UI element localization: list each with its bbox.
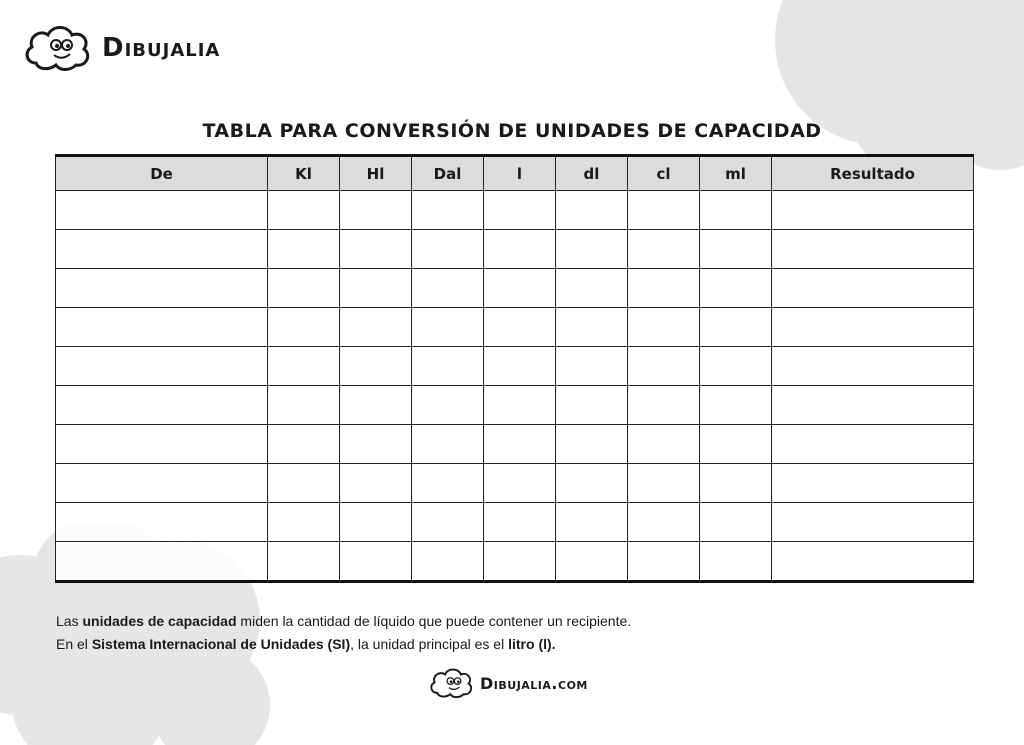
table-cell[interactable] <box>772 425 974 464</box>
column-header-l: l <box>484 156 556 191</box>
table-cell[interactable] <box>340 347 412 386</box>
table-cell[interactable] <box>484 308 556 347</box>
column-header-dl: dl <box>556 156 628 191</box>
table-row <box>56 386 974 425</box>
table-cell[interactable] <box>556 269 628 308</box>
table-cell[interactable] <box>412 347 484 386</box>
note-text: Las <box>56 613 83 629</box>
table-cell[interactable] <box>268 542 340 582</box>
table-cell[interactable] <box>340 230 412 269</box>
column-header-kl: Kl <box>268 156 340 191</box>
table-cell[interactable] <box>556 542 628 582</box>
column-header-ml: ml <box>700 156 772 191</box>
table-cell[interactable] <box>628 464 700 503</box>
table-cell[interactable] <box>268 191 340 230</box>
table-cell[interactable] <box>268 503 340 542</box>
table-cell[interactable] <box>412 503 484 542</box>
table-cell[interactable] <box>700 503 772 542</box>
table-cell[interactable] <box>628 308 700 347</box>
table-cell[interactable] <box>412 191 484 230</box>
table-cell[interactable] <box>700 269 772 308</box>
table-row <box>56 308 974 347</box>
table-cell[interactable] <box>56 464 268 503</box>
table-cell[interactable] <box>484 386 556 425</box>
table-row <box>56 269 974 308</box>
table-cell[interactable] <box>56 542 268 582</box>
page-title: TABLA PARA CONVERSIÓN DE UNIDADES DE CAPACIDAD <box>202 120 822 142</box>
table-cell[interactable] <box>628 347 700 386</box>
table-row <box>56 347 974 386</box>
table-cell[interactable] <box>56 425 268 464</box>
table-cell[interactable] <box>340 464 412 503</box>
table-row <box>56 464 974 503</box>
table-cell[interactable] <box>412 425 484 464</box>
table-cell[interactable] <box>56 269 268 308</box>
table-cell[interactable] <box>700 425 772 464</box>
table-cell[interactable] <box>412 386 484 425</box>
table-cell[interactable] <box>628 542 700 582</box>
table-cell[interactable] <box>56 503 268 542</box>
table-cell[interactable] <box>484 503 556 542</box>
table-cell[interactable] <box>556 425 628 464</box>
table-cell[interactable] <box>268 230 340 269</box>
note-bold-term: Sistema Internacional de Unidades (SI) <box>91 636 351 652</box>
table-cell[interactable] <box>268 425 340 464</box>
brand-name: Dibujalia <box>102 33 221 63</box>
table-cell[interactable] <box>484 230 556 269</box>
table-cell[interactable] <box>628 425 700 464</box>
column-header-resultado: Resultado <box>772 156 974 191</box>
table-cell[interactable] <box>772 230 974 269</box>
column-header-dal: Dal <box>412 156 484 191</box>
table-cell[interactable] <box>700 542 772 582</box>
table-cell[interactable] <box>484 425 556 464</box>
note-text: miden la cantidad de líquido que puede contener un recipiente. <box>236 613 632 629</box>
table-cell[interactable] <box>628 230 700 269</box>
table-cell[interactable] <box>628 386 700 425</box>
cloud-decoration-top-right <box>770 0 1024 180</box>
table-cell[interactable] <box>484 191 556 230</box>
table-cell[interactable] <box>56 308 268 347</box>
table-cell[interactable] <box>340 191 412 230</box>
table-cell[interactable] <box>772 269 974 308</box>
table-row <box>56 191 974 230</box>
table-cell[interactable] <box>268 308 340 347</box>
table-cell[interactable] <box>268 464 340 503</box>
table-cell[interactable] <box>700 230 772 269</box>
table-cell[interactable] <box>556 464 628 503</box>
note-text: En el <box>56 636 92 652</box>
table-row <box>56 542 974 582</box>
table-cell[interactable] <box>700 191 772 230</box>
table-cell[interactable] <box>412 308 484 347</box>
table-cell[interactable] <box>628 191 700 230</box>
table-cell[interactable] <box>340 425 412 464</box>
table-cell[interactable] <box>772 503 974 542</box>
table-row <box>56 425 974 464</box>
column-header-cl: cl <box>628 156 700 191</box>
note-line-1 <box>56 613 631 629</box>
table-header-row <box>56 156 974 191</box>
footer-logo[interactable] <box>428 666 588 700</box>
brand-logo[interactable] <box>22 22 220 74</box>
table-cell[interactable] <box>412 269 484 308</box>
table-cell[interactable] <box>268 347 340 386</box>
table-cell[interactable] <box>412 542 484 582</box>
table-cell[interactable] <box>700 308 772 347</box>
table-cell[interactable] <box>484 347 556 386</box>
cloud-face-icon <box>22 23 92 73</box>
table-cell[interactable] <box>340 308 412 347</box>
table-cell[interactable] <box>484 464 556 503</box>
table-cell[interactable] <box>340 503 412 542</box>
table-cell[interactable] <box>772 386 974 425</box>
table-row <box>56 230 974 269</box>
table-cell[interactable] <box>484 269 556 308</box>
table-row <box>56 503 974 542</box>
table-cell[interactable] <box>268 269 340 308</box>
table-cell[interactable] <box>556 503 628 542</box>
table-cell[interactable] <box>628 503 700 542</box>
table-cell[interactable] <box>412 230 484 269</box>
table-cell[interactable] <box>772 464 974 503</box>
table-cell[interactable] <box>772 191 974 230</box>
table-cell[interactable] <box>772 542 974 582</box>
note-text: , la unidad principal es el <box>350 636 509 652</box>
table-cell[interactable] <box>56 347 268 386</box>
note-bold-term: litro (l). <box>508 636 556 652</box>
table-cell[interactable] <box>628 269 700 308</box>
table-cell[interactable] <box>700 347 772 386</box>
table-cell[interactable] <box>700 386 772 425</box>
table-cell[interactable] <box>556 191 628 230</box>
conversion-table <box>55 154 974 583</box>
table-body <box>56 191 974 582</box>
table-cell[interactable] <box>340 269 412 308</box>
table-cell[interactable] <box>556 386 628 425</box>
table-cell[interactable] <box>412 464 484 503</box>
note-line-2 <box>56 636 556 652</box>
table-cell[interactable] <box>556 308 628 347</box>
table-cell[interactable] <box>56 230 268 269</box>
table-cell[interactable] <box>340 542 412 582</box>
table-cell[interactable] <box>772 308 974 347</box>
table-cell[interactable] <box>484 542 556 582</box>
table-cell[interactable] <box>772 347 974 386</box>
table-cell[interactable] <box>340 386 412 425</box>
table-cell[interactable] <box>556 230 628 269</box>
note-bold-term: unidades de capacidad <box>82 613 237 629</box>
column-header-de: De <box>56 156 268 191</box>
table-cell[interactable] <box>56 191 268 230</box>
column-header-hl: Hl <box>340 156 412 191</box>
table-cell[interactable] <box>556 347 628 386</box>
table-cell[interactable] <box>56 386 268 425</box>
cloud-face-icon <box>428 666 474 700</box>
table-cell[interactable] <box>268 386 340 425</box>
table-cell[interactable] <box>700 464 772 503</box>
footer-brand-url: Dibujalia.com <box>480 673 588 693</box>
